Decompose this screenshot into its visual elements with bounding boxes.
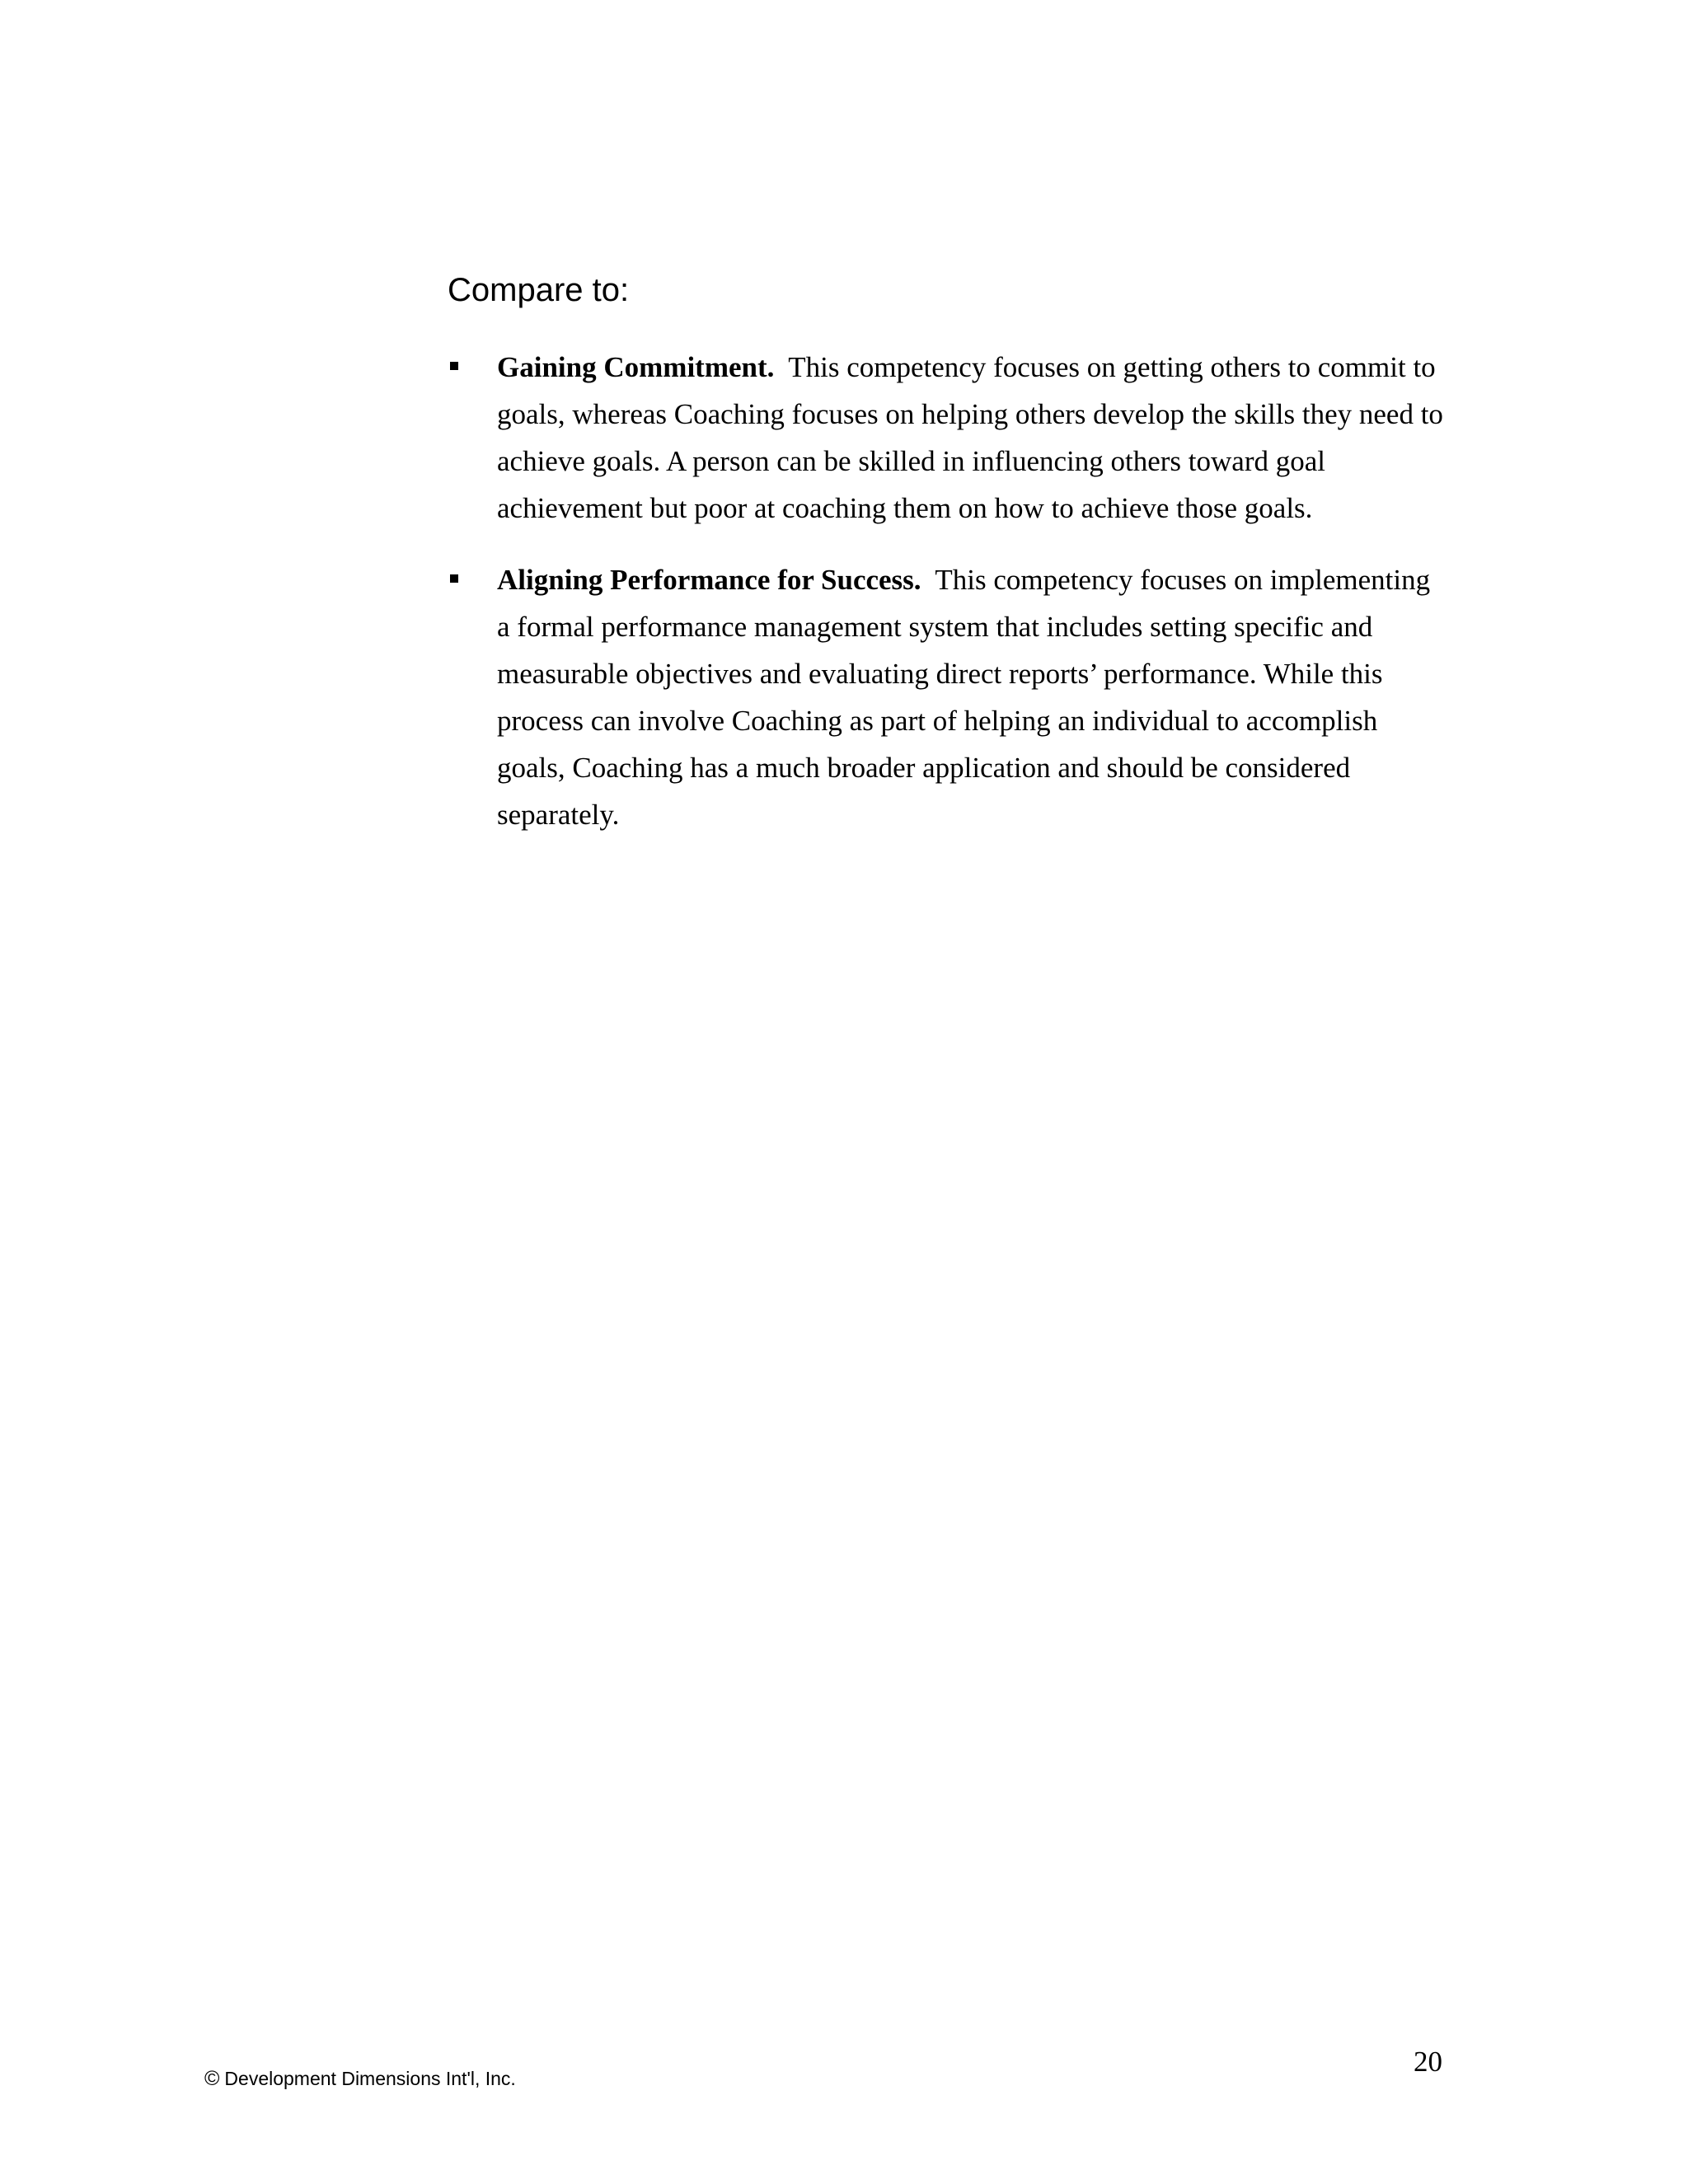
copyright-text: Development Dimensions Int'l, Inc. — [224, 2068, 516, 2089]
item-title: Aligning Performance for Success. — [497, 564, 921, 596]
comparison-list — [448, 344, 1449, 863]
square-bullet-icon — [450, 574, 458, 583]
item-text: This competency focuses on getting others to commit to goals, whereas Coaching focuses on helping others develop the skills they need to achieve goals. A person can be skilled in influencing others toward goal achievement but poor at coaching them on how to achieve those goals. — [497, 351, 1443, 524]
page-number: 20 — [1414, 2046, 1442, 2078]
copyright-icon: © — [204, 2067, 220, 2090]
copyright-notice — [204, 2067, 516, 2091]
section-heading: Compare to: — [448, 272, 630, 308]
list-item — [448, 344, 1449, 532]
item-title: Gaining Commitment. — [497, 351, 775, 383]
list-item — [448, 556, 1449, 838]
item-text: This competency focuses on implementing a formal performance management system that includes setting specific and measurable objectives and evaluating direct reports’ performance. While this process can involve Coaching as part of helping an individual to accomplish goals, Coaching has a much broader application and should be considered separately. — [497, 564, 1431, 831]
square-bullet-icon — [450, 362, 458, 370]
